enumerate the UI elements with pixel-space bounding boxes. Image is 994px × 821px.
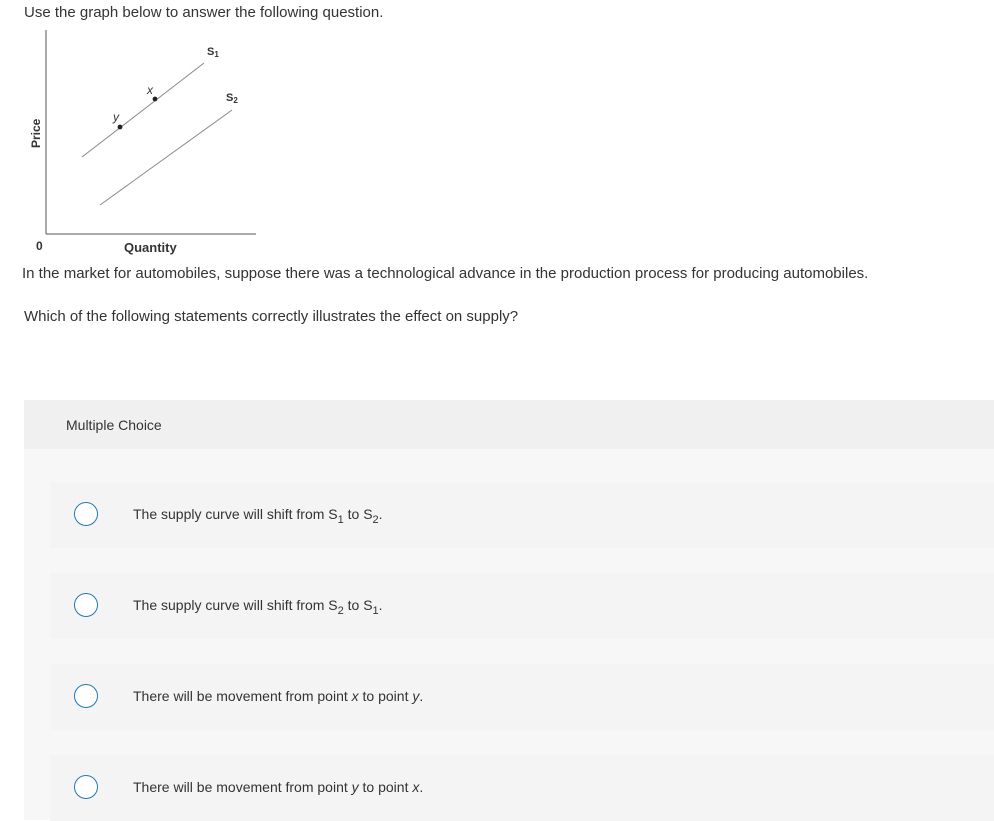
multiple-choice-title: Multiple Choice [66,417,162,433]
option-text: to point [358,779,413,795]
curve-s1-subscript: 1 [214,50,219,59]
answer-option-1[interactable] [50,482,994,548]
multiple-choice-header [24,400,994,449]
question-scenario: In the market for automobiles, suppose there was a technological advance in the production process for producing automobiles. [22,265,869,282]
multiple-choice-panel [24,400,994,820]
option-italic: x [351,688,359,704]
option-label [133,779,423,795]
option-label [133,506,383,526]
option-text: to S [343,597,373,613]
option-subscript: 1 [372,605,379,617]
point-x-label: x [147,83,153,97]
point-x-marker [153,97,158,102]
supply-graph [0,0,280,270]
option-text: to point [358,688,413,704]
answer-option-3[interactable] [50,664,994,730]
instruction-text: Use the graph below to answer the following question. [24,4,384,21]
radio-button[interactable] [74,502,98,526]
supply-curve-s2 [100,110,232,205]
curve-s1-letter: S [207,46,215,58]
point-y-label: y [113,110,119,124]
curve-s2-label [226,92,238,105]
x-axis-label: Quantity [124,240,177,255]
y-axis-label: Price [29,118,43,148]
curve-s1-label [207,46,219,59]
radio-button[interactable] [74,593,98,617]
option-text: to S [343,506,373,522]
answer-option-4[interactable] [50,755,994,821]
origin-label: 0 [36,239,43,253]
option-text: The supply curve will shift from S [133,597,338,613]
option-subscript: 2 [337,605,344,617]
option-text: . [378,506,383,522]
option-label [133,688,423,704]
option-subscript: 1 [337,514,344,526]
point-y-marker [118,125,123,130]
option-subscript: 2 [372,514,379,526]
option-text: . [419,688,424,704]
answer-option-2[interactable] [50,573,994,639]
option-italic: y [351,779,359,795]
option-text: . [378,597,383,613]
question-prompt: Which of the following statements correctly illustrates the effect on supply? [24,308,519,325]
radio-button[interactable] [74,684,98,708]
curve-s2-letter: S [226,92,234,104]
radio-button[interactable] [74,775,98,799]
option-label [133,597,383,617]
option-text: The supply curve will shift from S [133,506,338,522]
option-italic: x [412,779,420,795]
option-text: . [419,779,424,795]
option-text: There will be movement from point [133,688,352,704]
curve-s2-subscript: 2 [233,96,238,105]
option-text: There will be movement from point [133,779,352,795]
option-italic: y [412,688,420,704]
